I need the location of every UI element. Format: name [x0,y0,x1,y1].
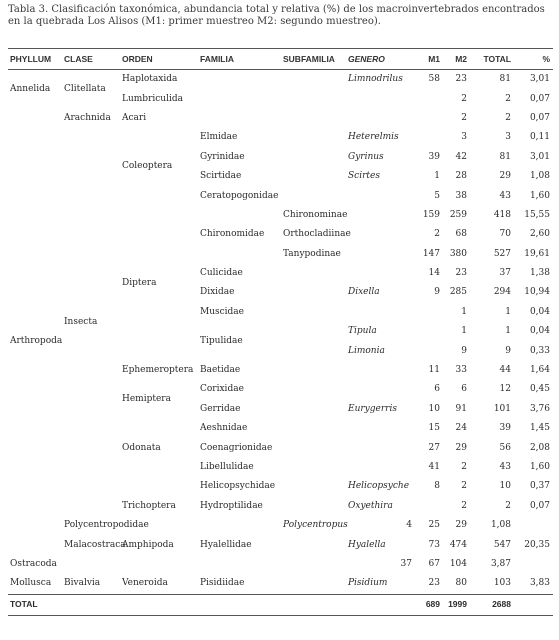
familia-cell [120,555,198,574]
m1-cell [415,341,443,360]
subfamilia-cell [281,322,346,341]
table-row [8,128,553,147]
orden-cell [62,555,120,574]
m1-cell: 14 [428,268,440,279]
total-cell: 12 [499,384,511,395]
subfamilia-cell [281,361,346,380]
header-phyllum: PHYLLUM [8,49,62,70]
genero-cell [346,245,415,264]
subfamilia-cell [198,555,281,574]
taxonomy-table [8,48,553,616]
pct-cell: 1,08 [490,520,511,531]
subfamilia-cell [281,574,346,594]
genero-cell [346,458,415,477]
total-cell: 37 [499,268,511,279]
subfamilia-cell [281,477,346,496]
subfamilia-cell: Orthocladiinae [283,229,351,240]
m1-cell: 37 [400,558,412,569]
total-cell: 3 [505,132,511,143]
familia-cell: Libellulidae [200,462,254,472]
genero-cell [346,361,415,380]
m1-cell: 5 [434,190,440,201]
genero-cell [346,438,415,457]
pct-cell: 1,45 [529,423,550,434]
pct-cell: 0,33 [529,345,550,356]
genero-cell [346,419,415,438]
genero-cell: Heterelmis [348,132,399,143]
table-row [8,109,553,128]
m2-cell: 23 [455,268,467,279]
m1-cell: 159 [422,209,440,220]
familia-cell [198,89,281,108]
familia-cell: Corixidae [200,384,244,395]
m2-cell: 80 [455,578,467,589]
subfamilia-cell [281,89,346,108]
phyllum-cell: Mollusca [10,578,52,589]
familia-cell: Ceratopogonidae [200,190,279,201]
total-m1: 689 [415,594,443,615]
m1-cell: 11 [428,365,440,376]
header-total: TOTAL [470,49,514,70]
total-cell: 103 [493,578,511,589]
m2-cell: 33 [455,365,467,376]
pct-cell: 0,07 [529,112,550,123]
genero-cell [346,303,415,322]
header-subfamilia: SUBFAMILIA [281,49,346,70]
pct-cell: 2,60 [529,229,550,240]
subfamilia-cell [281,458,346,477]
pct-cell: 1,38 [529,268,550,279]
pct-cell: 0,07 [529,500,550,511]
subfamilia-cell [281,535,346,554]
header-clase: CLASE [62,49,120,70]
familia-cell: Scirtidae [200,171,242,182]
m2-cell: 2 [461,462,467,472]
table-caption: Tabla 3. Clasificación taxonómica, abundancia total y relativa (%) de los macroinvertebrados encontrados en la quebrada Los Alisos (M1: primer muestreo M2: segundo muestreo). [8,4,545,27]
genero-cell: Hyalella [348,539,386,550]
total-cell: 29 [455,520,467,531]
phyllum-cell: Annelida [10,83,51,94]
total-row [8,594,553,615]
total-cell: 70 [499,229,511,240]
total-cell: 10 [499,481,511,492]
familia-cell: Muscidae [200,306,245,317]
pct-cell: 2,08 [529,442,550,453]
pct-cell: 3,83 [529,578,550,589]
orden-cell: Acari [122,112,147,123]
subfamilia-cell [281,109,346,128]
genero-cell [346,186,415,205]
total-cell: 29 [499,171,511,182]
pct-cell: 0,37 [529,481,550,492]
subfamilia-cell [281,303,346,322]
genero-cell: Polycentropus [283,520,348,531]
orden-cell: Ephemeroptera [122,365,194,376]
m1-cell: 1 [434,171,440,182]
header-pct: % [514,49,553,70]
total-cell: 527 [493,248,511,259]
m2-cell: 259 [449,209,467,220]
m1-cell: 27 [428,442,440,453]
orden-cell: Veneroida [122,578,168,589]
total-cell: 43 [499,190,511,201]
subfamilia-cell [281,148,346,167]
total-cell: 56 [499,442,511,453]
total-m2: 1999 [443,594,470,615]
m2-cell: 28 [455,171,467,182]
total-cell: 418 [493,209,511,220]
clase-cell: Malacostraca [64,539,126,550]
subfamilia-cell [281,400,346,419]
pct-cell: 20,35 [524,539,550,550]
table-row [8,535,553,554]
table-row [8,574,553,594]
pct-cell: 3,76 [529,403,550,414]
clase-cell: Insecta [64,316,98,327]
pct-cell: 3,01 [529,151,550,162]
genero-cell [346,264,415,283]
genero-cell: Pisidium [348,578,388,589]
header-genero: GENERO [346,49,415,70]
subfamilia-cell [281,419,346,438]
header-familia: FAMILIA [198,49,281,70]
total-pct [514,594,553,615]
genero-cell: Tipula [348,326,377,337]
orden-cell: Trichoptera [122,500,176,511]
pct-cell: 3,87 [490,558,511,569]
m1-cell [415,322,443,341]
total-sum: 2688 [470,594,514,615]
total-label: TOTAL [8,594,415,615]
clase-cell: Bivalvia [64,578,101,589]
familia-cell: Culicidae [200,268,243,279]
genero-cell: Dixella [348,287,380,298]
pct-cell: 1,60 [529,462,550,472]
genero-cell: Limonia [348,345,385,356]
pct-cell: 1,60 [529,190,550,201]
header-row [8,49,553,70]
genero-cell: Gyrinus [348,151,384,162]
orden-cell: Diptera [122,277,157,288]
subfamilia-cell [198,516,281,535]
m2-cell: 1 [461,326,467,337]
familia-cell: Polycentropodidae [64,520,149,531]
subfamilia-cell [281,497,346,516]
familia-cell: Hydroptilidae [200,500,263,511]
pct-cell: 1,08 [529,171,550,182]
subfamilia-cell [281,341,346,360]
m1-cell: 4 [406,520,412,531]
total-cell: 1 [505,326,511,337]
m1-cell [415,89,443,108]
total-cell: 101 [493,403,511,414]
clase-cell: Arachnida [64,112,111,123]
pct-cell: 3,01 [529,74,550,85]
m1-cell: 9 [434,287,440,298]
genero-cell: Limnodrilus [348,74,403,85]
genero-cell [346,380,415,399]
genero-cell [346,89,415,108]
m2-cell: 67 [428,558,440,569]
m2-cell: 2 [461,112,467,123]
total-cell: 2 [505,112,511,123]
orden-cell: Coleoptera [122,161,173,172]
familia-cell [198,109,281,128]
genero-cell: Helicopsyche [348,481,410,492]
subfamilia-cell [281,167,346,186]
subfamilia-cell [281,186,346,205]
familia-cell: Gyrinidae [200,151,245,162]
familia-cell: Baetidae [200,365,241,376]
m1-cell [415,303,443,322]
subfamilia-cell: Tanypodinae [283,248,341,259]
familia-cell: Coenagrionidae [200,442,273,453]
total-cell: 2 [505,500,511,511]
pct-cell: 19,61 [524,248,550,259]
m1-cell: 8 [434,481,440,492]
total-cell: 9 [505,345,511,356]
genero-cell: Scirtes [348,171,380,182]
phyllum-cell [8,109,62,128]
m2-cell: 23 [455,74,467,85]
m1-cell: 15 [428,423,440,434]
header-m2: M2 [443,49,470,70]
m2-cell: 38 [455,190,467,201]
header-m1: M1 [415,49,443,70]
m1-cell [415,497,443,516]
genero-cell [346,206,415,225]
pct-cell: 0,04 [529,326,550,337]
genero-cell [346,109,415,128]
m1-cell: 2 [434,229,440,240]
m2-cell: 2 [461,500,467,511]
genero-cell [346,225,415,244]
subfamilia-cell [281,438,346,457]
m1-cell: 73 [428,539,440,550]
m1-cell: 147 [422,248,440,259]
familia-cell [198,70,281,90]
familia-cell: Tipulidae [200,335,243,346]
header-orden: ORDEN [120,49,198,70]
total-cell: 81 [499,74,511,85]
familia-cell: Hyalellidae [200,539,252,550]
m2-cell: 474 [449,539,467,550]
total-cell: 2 [505,93,511,104]
orden-cell: Hemiptera [122,394,171,405]
m2-cell: 2 [461,481,467,492]
familia-cell: Dixidae [200,287,235,298]
m2-cell: 29 [455,442,467,453]
m2-cell: 42 [455,151,467,162]
pct-cell: 0,45 [529,384,550,395]
subfamilia-cell [281,70,346,90]
familia-cell: Chironomidae [200,229,265,240]
m2-cell: 91 [455,403,467,414]
total-cell: 1 [505,306,511,317]
m2-cell: 6 [461,384,467,395]
subfamilia-cell: Chironominae [283,209,348,220]
genero-cell [281,555,346,574]
table-row [8,516,553,535]
genero-cell: Oxyethira [348,500,393,511]
clase-cell: Ostracoda [10,558,57,569]
orden-cell: Amphipoda [122,539,174,550]
m1-cell: 6 [434,384,440,395]
subfamilia-cell [281,128,346,147]
subfamilia-cell [281,264,346,283]
familia-cell: Aeshnidae [200,423,248,434]
total-cell: 44 [499,365,511,376]
total-cell: 81 [499,151,511,162]
m2-cell: 24 [455,423,467,434]
m2-cell: 25 [428,520,440,531]
m1-cell [415,109,443,128]
m2-cell: 9 [461,345,467,356]
phyllum-cell: Arthropoda [10,335,63,346]
pct-cell: 0,11 [529,132,550,143]
total-cell: 104 [449,558,467,569]
orden-cell: Haplotaxida [122,74,178,85]
m2-cell: 1 [461,306,467,317]
m2-cell: 380 [449,248,467,259]
m1-cell: 58 [428,74,440,85]
total-cell: 43 [499,462,511,472]
orden-cell: Lumbriculida [122,93,183,104]
m2-cell: 68 [455,229,467,240]
m2-cell: 285 [449,287,467,298]
subfamilia-cell [281,283,346,302]
genero-cell: Eurygerris [348,403,397,414]
familia-cell: Elmidae [200,132,238,143]
orden-cell: Odonata [122,442,161,453]
clase-cell: Clitellata [64,83,106,94]
m1-cell: 39 [428,151,440,162]
pct-cell: 10,94 [524,287,550,298]
pct-cell: 15,55 [524,209,550,220]
familia-cell: Helicopsychidae [200,481,276,492]
total-cell: 294 [493,287,511,298]
total-cell: 39 [499,423,511,434]
total-cell: 547 [493,539,511,550]
familia-cell: Pisidiidae [200,578,245,589]
m1-cell: 10 [428,403,440,414]
table-row [8,555,553,574]
table-row [8,70,553,90]
pct-cell: 0,07 [529,93,550,104]
m1-cell [415,128,443,147]
m1-cell: 41 [428,462,440,472]
pct-cell: 1,64 [529,365,550,376]
pct-cell: 0,04 [529,306,550,317]
m1-cell: 23 [428,578,440,589]
m2-cell: 2 [461,93,467,104]
m2-cell: 3 [461,132,467,143]
subfamilia-cell [281,380,346,399]
familia-cell: Gerridae [200,403,241,414]
